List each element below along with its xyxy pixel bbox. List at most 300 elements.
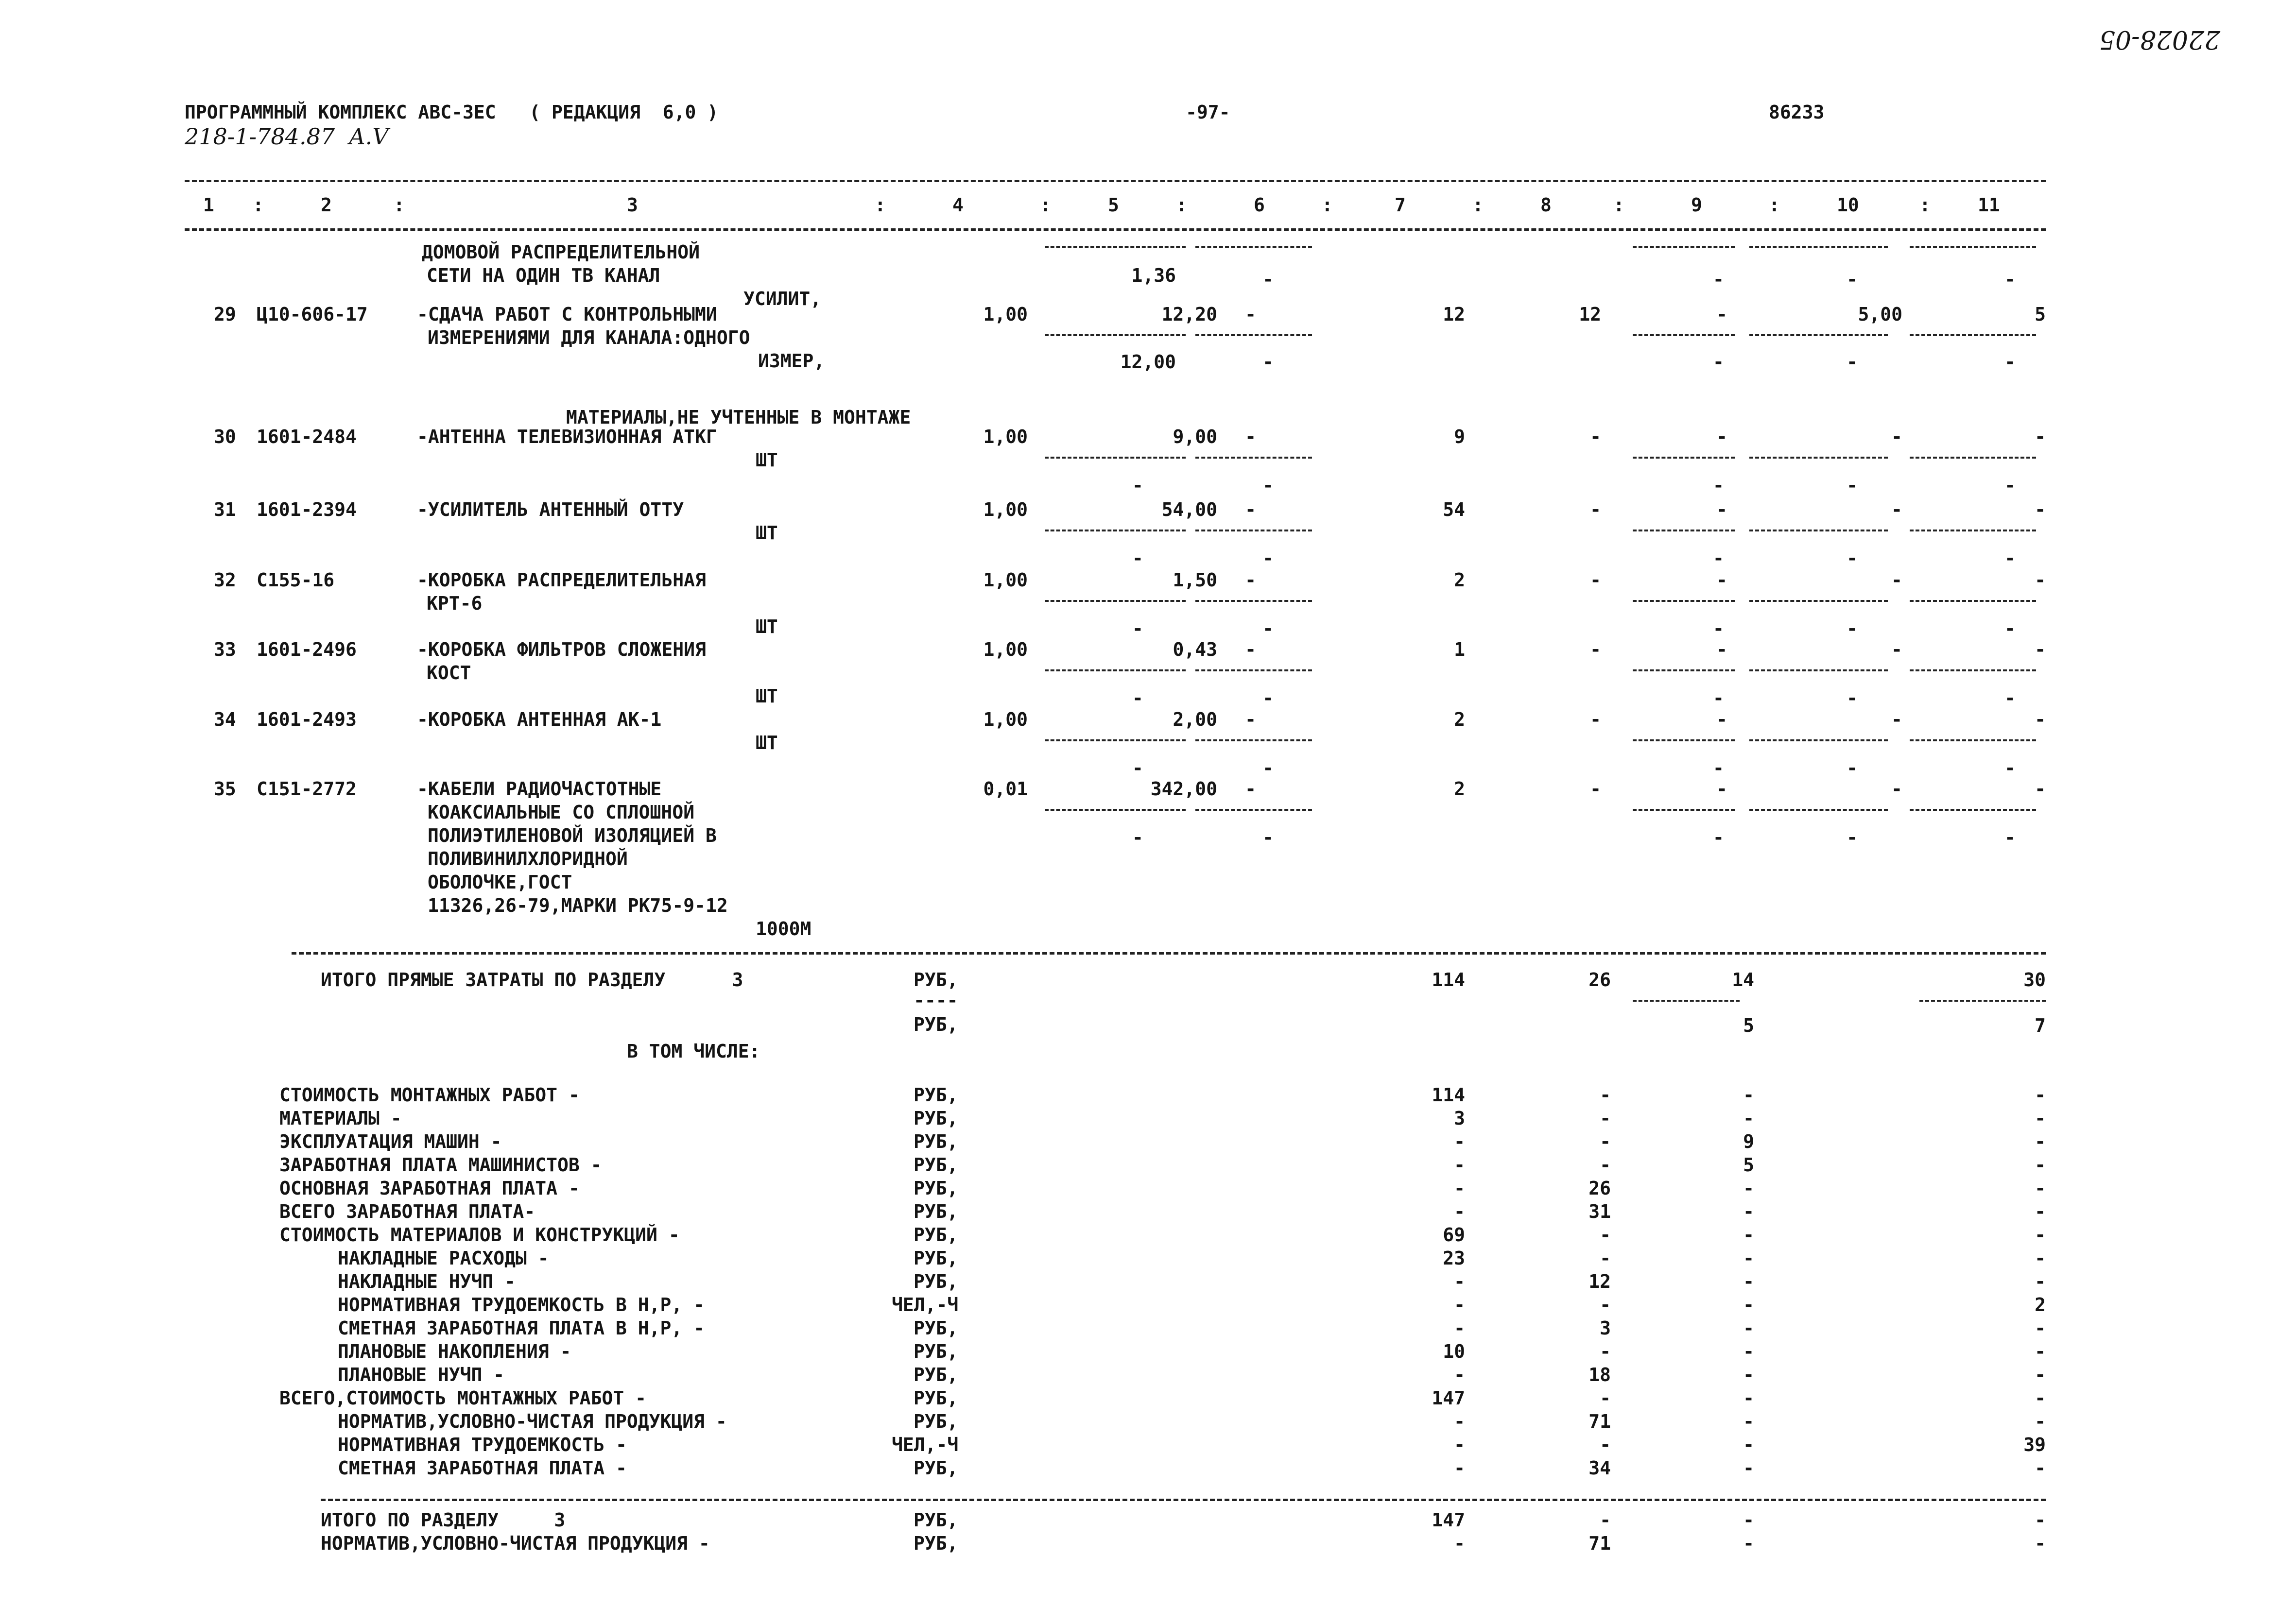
sub-rule — [1045, 530, 1186, 531]
summary-c11: - — [2035, 1201, 2046, 1222]
value-c5-lower: 1,36 — [1131, 265, 1176, 286]
value-c10: - — [1891, 499, 1902, 520]
summary-c11: - — [2035, 1364, 2046, 1385]
value-c6: - — [1245, 778, 1256, 800]
summary-c8: 31 — [1588, 1201, 1611, 1222]
value-c5: 9,00 — [1173, 426, 1217, 447]
summary-c7: - — [1454, 1294, 1465, 1316]
value-c7: 12 — [1443, 304, 1465, 325]
sub-rule — [1749, 530, 1888, 531]
value-c10-lower: - — [1847, 547, 1858, 569]
value-c5-lower: - — [1132, 475, 1143, 496]
value-c9-lower: - — [1713, 687, 1724, 709]
row-description: УСИЛИТ, — [743, 288, 822, 309]
summary-c11: - — [2035, 1154, 2046, 1176]
value-c8: - — [1590, 569, 1601, 591]
value-c7: 2 — [1454, 709, 1465, 730]
row-description: -КОРОБКА ФИЛЬТРОВ СЛОЖЕНИЯ — [417, 639, 706, 660]
value-c11: - — [2035, 778, 2046, 800]
value-c10-lower: - — [1847, 351, 1858, 373]
totals-unit-2: РУБ, — [914, 1014, 958, 1035]
value-c10: - — [1891, 778, 1902, 800]
row-description: ШТ — [756, 685, 778, 707]
sub-rule — [1749, 739, 1888, 741]
row-number: 30 — [214, 426, 236, 447]
sub-rule — [1045, 600, 1186, 602]
value-c11: - — [2035, 499, 2046, 520]
summary-label: НОРМАТИВ,УСЛОВНО-ЧИСТАЯ ПРОДУКЦИЯ - — [338, 1411, 727, 1432]
summary-unit: РУБ, — [914, 1108, 958, 1129]
summary-c9: - — [1743, 1434, 1754, 1455]
summary-c8: - — [1600, 1387, 1611, 1409]
summary-c7: 23 — [1443, 1248, 1465, 1269]
value-c11-lower: - — [2004, 618, 2016, 639]
section-total-c9: - — [1743, 1533, 1754, 1554]
column-separator: : — [253, 194, 264, 216]
value-c6-lower: - — [1262, 269, 1274, 290]
row-description: 1000М — [756, 918, 811, 940]
summary-unit: РУБ, — [914, 1178, 958, 1199]
column-header: 9 — [1691, 194, 1702, 216]
totals-unit: РУБ, — [914, 969, 958, 991]
summary-c11: - — [2035, 1108, 2046, 1129]
row-description: ОБОЛОЧКЕ,ГОСТ — [428, 872, 572, 893]
value-c11-lower: - — [2004, 827, 2016, 848]
sub-rule — [1749, 600, 1888, 602]
row-description: -СДАЧА РАБОТ С КОНТРОЛЬНЫМИ — [417, 304, 717, 325]
totals-c9-lower: 5 — [1743, 1015, 1754, 1036]
value-c8: - — [1590, 709, 1601, 730]
sub-rule — [1195, 600, 1312, 602]
value-c5: 54,00 — [1161, 499, 1217, 520]
row-description: ШТ — [756, 522, 778, 544]
section-rule — [292, 952, 2046, 955]
value-c7: 2 — [1454, 778, 1465, 800]
value-c11: 5 — [2035, 304, 2046, 325]
program-title: ПРОГРАММНЫЙ КОМПЛЕКС АВС-ЗЕС ( РЕДАКЦИЯ 6,0 ) — [185, 102, 719, 123]
summary-c11: - — [2035, 1457, 2046, 1479]
sub-rule — [1195, 669, 1312, 671]
summary-c11: 2 — [2035, 1294, 2046, 1316]
section-total-unit: РУБ, — [914, 1533, 958, 1554]
value-c7: 9 — [1454, 426, 1465, 447]
row-description: -КОРОБКА АНТЕННАЯ АК-1 — [417, 709, 662, 730]
value-c8: - — [1590, 778, 1601, 800]
section-total-label: ИТОГО ПО РАЗДЕЛУ 3 — [321, 1509, 566, 1531]
sub-rule — [1910, 457, 2036, 459]
value-c6: - — [1245, 426, 1256, 447]
sub-rule — [1045, 246, 1186, 248]
summary-c9: - — [1743, 1271, 1754, 1292]
row-code: Ц10-606-17 — [257, 304, 368, 325]
value-c7: 2 — [1454, 569, 1465, 591]
summary-unit: РУБ, — [914, 1084, 958, 1106]
sub-rule — [1749, 809, 1888, 811]
summary-c9: - — [1743, 1248, 1754, 1269]
summary-unit: РУБ, — [914, 1457, 958, 1479]
header-bottom-rule — [185, 228, 2046, 231]
sub-rule — [1633, 809, 1735, 811]
value-c5-lower: - — [1132, 687, 1143, 709]
value-c5: 1,50 — [1173, 569, 1217, 591]
summary-c9: - — [1743, 1201, 1754, 1222]
sub-rule — [1910, 334, 2036, 336]
summary-unit: РУБ, — [914, 1271, 958, 1292]
totals-c7: 114 — [1432, 969, 1465, 991]
summary-c9: - — [1743, 1387, 1754, 1409]
value-c8: - — [1590, 499, 1601, 520]
summary-unit: РУБ, — [914, 1131, 958, 1152]
summary-c7: - — [1454, 1411, 1465, 1432]
sub-rule — [1749, 669, 1888, 671]
sub-rule — [1633, 246, 1735, 248]
value-c5-lower: - — [1132, 757, 1143, 779]
summary-unit: РУБ, — [914, 1341, 958, 1362]
summary-c8: - — [1600, 1084, 1611, 1106]
sub-rule — [1910, 246, 2036, 248]
value-c9-lower: - — [1713, 475, 1724, 496]
value-c11-lower: - — [2004, 269, 2016, 290]
summary-c9: - — [1743, 1178, 1754, 1199]
summary-unit: РУБ, — [914, 1154, 958, 1176]
row-description: КОАКСИАЛЬНЫЕ СО СПЛОШНОЙ — [428, 802, 695, 823]
value-c4: 1,00 — [983, 499, 1028, 520]
summary-c8: - — [1600, 1154, 1611, 1176]
value-c11: - — [2035, 569, 2046, 591]
value-c9-lower: - — [1713, 547, 1724, 569]
sub-rule — [1749, 246, 1888, 248]
summary-c8: - — [1600, 1224, 1611, 1246]
section-total-c9: - — [1743, 1509, 1754, 1531]
summary-c7: - — [1454, 1271, 1465, 1292]
summary-c7: 69 — [1443, 1224, 1465, 1246]
summary-label: НОРМАТИВНАЯ ТРУДОЕМКОСТЬ В Н,Р, - — [338, 1294, 705, 1316]
sub-rule — [1195, 246, 1312, 248]
summary-unit: РУБ, — [914, 1387, 958, 1409]
row-number: 34 — [214, 709, 236, 730]
summary-c8: - — [1600, 1341, 1611, 1362]
sub-rule — [1919, 1000, 2046, 1002]
row-number: 35 — [214, 778, 236, 800]
summary-c9: - — [1743, 1364, 1754, 1385]
summary-unit: РУБ, — [914, 1411, 958, 1432]
value-c9: - — [1716, 499, 1727, 520]
totals-c8: 26 — [1588, 969, 1611, 991]
summary-c11: - — [2035, 1224, 2046, 1246]
value-c10-lower: - — [1847, 269, 1858, 290]
summary-c7: - — [1454, 1201, 1465, 1222]
summary-c7: - — [1454, 1131, 1465, 1152]
summary-unit: ЧЕЛ,-Ч — [892, 1294, 959, 1316]
summary-c9: - — [1743, 1084, 1754, 1106]
including-heading: В ТОМ ЧИСЛЕ: — [627, 1041, 760, 1062]
value-c9-lower: - — [1713, 757, 1724, 779]
totals-label: ИТОГО ПРЯМЫЕ ЗАТРАТЫ ПО РАЗДЕЛУ 3 — [321, 969, 743, 991]
sub-rule — [1633, 530, 1735, 531]
column-separator: : — [875, 194, 886, 216]
row-code: 1601-2496 — [257, 639, 357, 660]
sub-rule — [1195, 457, 1312, 459]
value-c4: 0,01 — [983, 778, 1028, 800]
sub-rule — [1749, 334, 1888, 336]
summary-c8: 34 — [1588, 1457, 1611, 1479]
totals-dash: ---- — [914, 990, 958, 1011]
value-c9: - — [1716, 304, 1727, 325]
value-c8: - — [1590, 639, 1601, 660]
value-c8: 12 — [1579, 304, 1601, 325]
value-c6: - — [1245, 304, 1256, 325]
summary-label: НАКЛАДНЫЕ НУЧП - — [338, 1271, 516, 1292]
column-header: 1 — [203, 194, 214, 216]
summary-c8: 12 — [1588, 1271, 1611, 1292]
summary-label: ВСЕГО ЗАРАБОТНАЯ ПЛАТА- — [279, 1201, 535, 1222]
page-number: -97- — [1186, 102, 1230, 123]
sub-rule — [1045, 739, 1186, 741]
summary-c8: 3 — [1600, 1317, 1611, 1339]
summary-c11: - — [2035, 1271, 2046, 1292]
summary-label: МАТЕРИАЛЫ - — [279, 1108, 402, 1129]
summary-c7: 10 — [1443, 1341, 1465, 1362]
materials-heading: МАТЕРИАЛЫ,НЕ УЧТЕННЫЕ В МОНТАЖЕ — [566, 407, 911, 428]
sub-rule — [1045, 669, 1186, 671]
value-c5: 2,00 — [1173, 709, 1217, 730]
row-code: 1601-2394 — [257, 499, 357, 520]
column-separator: : — [394, 194, 405, 216]
value-c5-lower: 12,00 — [1120, 351, 1176, 373]
column-header: 2 — [321, 194, 332, 216]
value-c5-lower: - — [1132, 827, 1143, 848]
value-c10-lower: - — [1847, 827, 1858, 848]
section-total-c7: - — [1454, 1533, 1465, 1554]
row-number: 29 — [214, 304, 236, 325]
section-total-c8: - — [1600, 1509, 1611, 1531]
value-c11: - — [2035, 709, 2046, 730]
value-c4: 1,00 — [983, 426, 1028, 447]
row-description: ПОЛИВИНИЛХЛОРИДНОЙ — [428, 848, 628, 870]
sub-rule — [1633, 457, 1735, 459]
value-c11: - — [2035, 639, 2046, 660]
row-description: ИЗМЕР, — [758, 350, 825, 372]
value-c5: 342,00 — [1150, 778, 1217, 800]
section-total-c11: - — [2035, 1509, 2046, 1531]
totals-c11-lower: 7 — [2035, 1015, 2046, 1036]
sub-rule — [1633, 739, 1735, 741]
summary-c7: 147 — [1432, 1387, 1465, 1409]
summary-c8: - — [1600, 1294, 1611, 1316]
value-c6-lower: - — [1262, 618, 1274, 639]
value-c10-lower: - — [1847, 618, 1858, 639]
column-header: 3 — [627, 194, 638, 216]
summary-c7: - — [1454, 1178, 1465, 1199]
summary-c7: - — [1454, 1154, 1465, 1176]
summary-c9: - — [1743, 1294, 1754, 1316]
summary-c9: - — [1743, 1317, 1754, 1339]
section-total-c7: 147 — [1432, 1509, 1465, 1531]
row-description: ШТ — [756, 616, 778, 637]
summary-c8: - — [1600, 1434, 1611, 1455]
sub-rule — [1910, 530, 2036, 531]
sub-rule — [1749, 457, 1888, 459]
sub-rule — [1910, 600, 2036, 602]
column-separator: : — [1472, 194, 1484, 216]
value-c9: - — [1716, 569, 1727, 591]
value-c10: - — [1891, 426, 1902, 447]
row-description: 11326,26-79,МАРКИ РК75-9-12 — [428, 895, 728, 916]
summary-c9: - — [1743, 1411, 1754, 1432]
row-description: СЕТИ НА ОДИН ТВ КАНАЛ — [427, 265, 660, 286]
value-c4: 1,00 — [983, 709, 1028, 730]
summary-c7: - — [1454, 1364, 1465, 1385]
summary-c9: - — [1743, 1341, 1754, 1362]
row-description: -КАБЕЛИ РАДИОЧАСТОТНЫЕ — [417, 778, 662, 800]
value-c11-lower: - — [2004, 351, 2016, 373]
value-c6: - — [1245, 709, 1256, 730]
summary-c9: - — [1743, 1224, 1754, 1246]
summary-c11: - — [2035, 1317, 2046, 1339]
row-code: 1601-2493 — [257, 709, 357, 730]
value-c5-lower: - — [1132, 618, 1143, 639]
sub-rule — [1045, 457, 1186, 459]
value-c9: - — [1716, 778, 1727, 800]
value-c4: 1,00 — [983, 569, 1028, 591]
summary-label: ОСНОВНАЯ ЗАРАБОТНАЯ ПЛАТА - — [279, 1178, 580, 1199]
value-c10-lower: - — [1847, 757, 1858, 779]
summary-label: СМЕТНАЯ ЗАРАБОТНАЯ ПЛАТА - — [338, 1457, 627, 1479]
summary-c8: 26 — [1588, 1178, 1611, 1199]
column-separator: : — [1322, 194, 1333, 216]
summary-c11: - — [2035, 1341, 2046, 1362]
value-c6-lower: - — [1262, 827, 1274, 848]
summary-c7: - — [1454, 1457, 1465, 1479]
row-description: ДОМОВОЙ РАСПРЕДЕЛИТЕЛЬНОЙ — [422, 241, 700, 263]
sub-rule — [1195, 809, 1312, 811]
sub-rule — [1633, 669, 1735, 671]
column-separator: : — [1919, 194, 1931, 216]
corner-note: 22028-05 — [2099, 25, 2221, 54]
summary-unit: РУБ, — [914, 1224, 958, 1246]
value-c9: - — [1716, 709, 1727, 730]
value-c9-lower: - — [1713, 269, 1724, 290]
sub-rule — [1045, 809, 1186, 811]
summary-c8: 71 — [1588, 1411, 1611, 1432]
row-code: С155-16 — [257, 569, 335, 591]
summary-unit: РУБ, — [914, 1201, 958, 1222]
row-description: ПОЛИЭТИЛЕНОВОЙ ИЗОЛЯЦИЕЙ В — [428, 825, 717, 846]
value-c11-lower: - — [2004, 475, 2016, 496]
sub-rule — [1910, 669, 2036, 671]
section-total-c11: - — [2035, 1533, 2046, 1554]
value-c7: 54 — [1443, 499, 1465, 520]
column-separator: : — [1040, 194, 1051, 216]
sub-rule — [1910, 809, 2036, 811]
summary-c8: - — [1600, 1131, 1611, 1152]
value-c6-lower: - — [1262, 475, 1274, 496]
value-c6-lower: - — [1262, 351, 1274, 373]
row-description: ИЗМЕРЕНИЯМИ ДЛЯ КАНАЛА:ОДНОГО — [428, 327, 750, 348]
summary-unit: РУБ, — [914, 1364, 958, 1385]
summary-label: СТОИМОСТЬ МОНТАЖНЫХ РАБОТ - — [279, 1084, 580, 1106]
section-total-c8: 71 — [1588, 1533, 1611, 1554]
column-separator: : — [1613, 194, 1624, 216]
value-c5-lower: - — [1132, 547, 1143, 569]
value-c8: - — [1590, 426, 1601, 447]
value-c10: 5,00 — [1858, 304, 1902, 325]
column-separator: : — [1769, 194, 1780, 216]
summary-unit: РУБ, — [914, 1317, 958, 1339]
column-header: 8 — [1540, 194, 1552, 216]
value-c7: 1 — [1454, 639, 1465, 660]
column-header: 7 — [1395, 194, 1406, 216]
row-description: ШТ — [756, 449, 778, 471]
row-description: КОСТ — [427, 662, 471, 684]
document-reference: 218-1-784.87 A.V — [185, 123, 389, 150]
summary-c11: - — [2035, 1084, 2046, 1106]
value-c6: - — [1245, 499, 1256, 520]
section-rule — [321, 1499, 2046, 1501]
summary-c8: 18 — [1588, 1364, 1611, 1385]
row-code: 1601-2484 — [257, 426, 357, 447]
sub-rule — [1195, 739, 1312, 741]
summary-c11: - — [2035, 1411, 2046, 1432]
sub-rule — [1633, 1000, 1740, 1002]
row-number: 33 — [214, 639, 236, 660]
column-header: 11 — [1978, 194, 2000, 216]
summary-c7: 114 — [1432, 1084, 1465, 1106]
value-c5: 0,43 — [1173, 639, 1217, 660]
summary-label: ЗАРАБОТНАЯ ПЛАТА МАШИНИСТОВ - — [279, 1154, 602, 1176]
row-description: -КОРОБКА РАСПРЕДЕЛИТЕЛЬНАЯ — [417, 569, 706, 591]
summary-c11: - — [2035, 1178, 2046, 1199]
summary-c9: - — [1743, 1108, 1754, 1129]
value-c11: - — [2035, 426, 2046, 447]
summary-c11: 39 — [2023, 1434, 2046, 1455]
summary-label: НАКЛАДНЫЕ РАСХОДЫ - — [338, 1248, 549, 1269]
summary-c11: - — [2035, 1131, 2046, 1152]
value-c4: 1,00 — [983, 639, 1028, 660]
summary-label: ВСЕГО,СТОИМОСТЬ МОНТАЖНЫХ РАБОТ - — [279, 1387, 646, 1409]
summary-unit: РУБ, — [914, 1248, 958, 1269]
row-description: -АНТЕННА ТЕЛЕВИЗИОННАЯ АТКГ — [417, 426, 717, 447]
value-c4: 1,00 — [983, 304, 1028, 325]
value-c9-lower: - — [1713, 618, 1724, 639]
column-separator: : — [1176, 194, 1187, 216]
row-description: -УСИЛИТЕЛЬ АНТЕННЫЙ ОТТУ — [417, 499, 684, 520]
row-description: КРТ-6 — [427, 593, 483, 614]
summary-unit: ЧЕЛ,-Ч — [892, 1434, 959, 1455]
row-code: С151-2772 — [257, 778, 357, 800]
value-c10: - — [1891, 639, 1902, 660]
summary-label: ЭКСПЛУАТАЦИЯ МАШИН - — [279, 1131, 502, 1152]
value-c10-lower: - — [1847, 475, 1858, 496]
value-c11-lower: - — [2004, 757, 2016, 779]
value-c9-lower: - — [1713, 827, 1724, 848]
column-header: 10 — [1837, 194, 1859, 216]
summary-c7: 3 — [1454, 1108, 1465, 1129]
summary-c7: - — [1454, 1317, 1465, 1339]
sub-rule — [1045, 334, 1186, 336]
summary-c11: - — [2035, 1387, 2046, 1409]
totals-c11: 30 — [2023, 969, 2046, 991]
value-c10: - — [1891, 569, 1902, 591]
summary-c8: - — [1600, 1248, 1611, 1269]
summary-label: ПЛАНОВЫЕ НАКОПЛЕНИЯ - — [338, 1341, 571, 1362]
value-c6: - — [1245, 569, 1256, 591]
summary-c11: - — [2035, 1248, 2046, 1269]
summary-label: СТОИМОСТЬ МАТЕРИАЛОВ И КОНСТРУКЦИЙ - — [279, 1224, 680, 1246]
sub-rule — [1195, 334, 1312, 336]
sub-rule — [1633, 600, 1735, 602]
summary-c8: - — [1600, 1108, 1611, 1129]
